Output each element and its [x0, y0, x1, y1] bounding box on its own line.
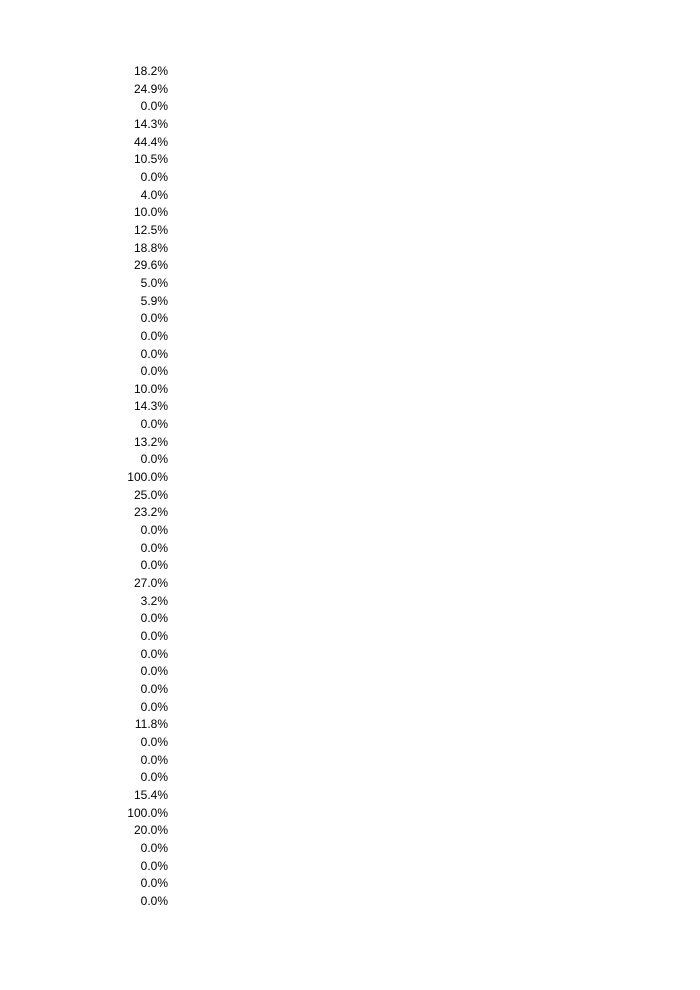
- percentage-cell: 4.0%: [140, 187, 168, 202]
- percentage-cell: 0.0%: [140, 99, 168, 114]
- percentage-cell: 27.0%: [133, 576, 168, 591]
- percentage-cell: 0.0%: [140, 681, 168, 696]
- percentage-cell: 24.9%: [133, 81, 168, 96]
- percentage-cell: 14.3%: [133, 399, 168, 414]
- percentage-cell: 0.0%: [140, 840, 168, 855]
- percentage-cell: 29.6%: [133, 258, 168, 273]
- percentage-cell: 0.0%: [140, 346, 168, 361]
- percentage-cell: 0.0%: [140, 611, 168, 626]
- percentage-cell: 23.2%: [133, 505, 168, 520]
- percentage-cell: 0.0%: [140, 734, 168, 749]
- percentage-cell: 11.8%: [134, 717, 168, 732]
- percentage-cell: 0.0%: [140, 540, 168, 555]
- percentage-cell: 20.0%: [133, 823, 168, 838]
- percentage-column: [100, 63, 168, 911]
- percentage-cell: 10.0%: [133, 381, 168, 396]
- percentage-cell: 0.0%: [140, 752, 168, 767]
- percentage-cell: 25.0%: [133, 487, 168, 502]
- percentage-cell: 5.0%: [140, 275, 168, 290]
- percentage-cell: 14.3%: [133, 116, 168, 131]
- percentage-cell: 0.0%: [140, 629, 168, 643]
- percentage-cell: 0.0%: [140, 893, 168, 908]
- percentage-cell: 10.5%: [133, 152, 168, 167]
- percentage-cell: 5.9%: [140, 293, 168, 308]
- percentage-cell: 15.4%: [133, 787, 168, 802]
- percentage-cell: 44.4%: [133, 134, 168, 149]
- percentage-cell: 0.0%: [140, 523, 168, 538]
- percentage-cell: 0.0%: [140, 169, 168, 184]
- percentage-cell: 0.0%: [140, 876, 168, 891]
- percentage-cell: 3.2%: [140, 593, 168, 608]
- percentage-cell: 0.0%: [140, 364, 168, 379]
- percentage-cell: 0.0%: [140, 664, 168, 679]
- percentage-cell: 13.2%: [133, 434, 168, 449]
- percentage-cell: 18.8%: [133, 240, 168, 255]
- percentage-cell: 12.5%: [133, 222, 168, 237]
- percentage-cell: 10.0%: [133, 205, 168, 220]
- percentage-cell: 100.0%: [127, 470, 168, 485]
- percentage-cell: 100.0%: [127, 805, 168, 820]
- percentage-cell: 0.0%: [140, 858, 168, 873]
- percentage-cell: 0.0%: [140, 699, 168, 714]
- percentage-cell: 0.0%: [140, 646, 168, 661]
- percentage-cell: 0.0%: [140, 558, 168, 573]
- percentage-cell: 18.2%: [133, 64, 168, 78]
- percentage-cell: 0.0%: [140, 311, 168, 326]
- percentage-cell: 0.0%: [140, 452, 168, 467]
- percentage-cell: 0.0%: [140, 770, 168, 785]
- percentage-cell: 0.0%: [140, 328, 168, 343]
- percentage-cell: 0.0%: [140, 417, 168, 432]
